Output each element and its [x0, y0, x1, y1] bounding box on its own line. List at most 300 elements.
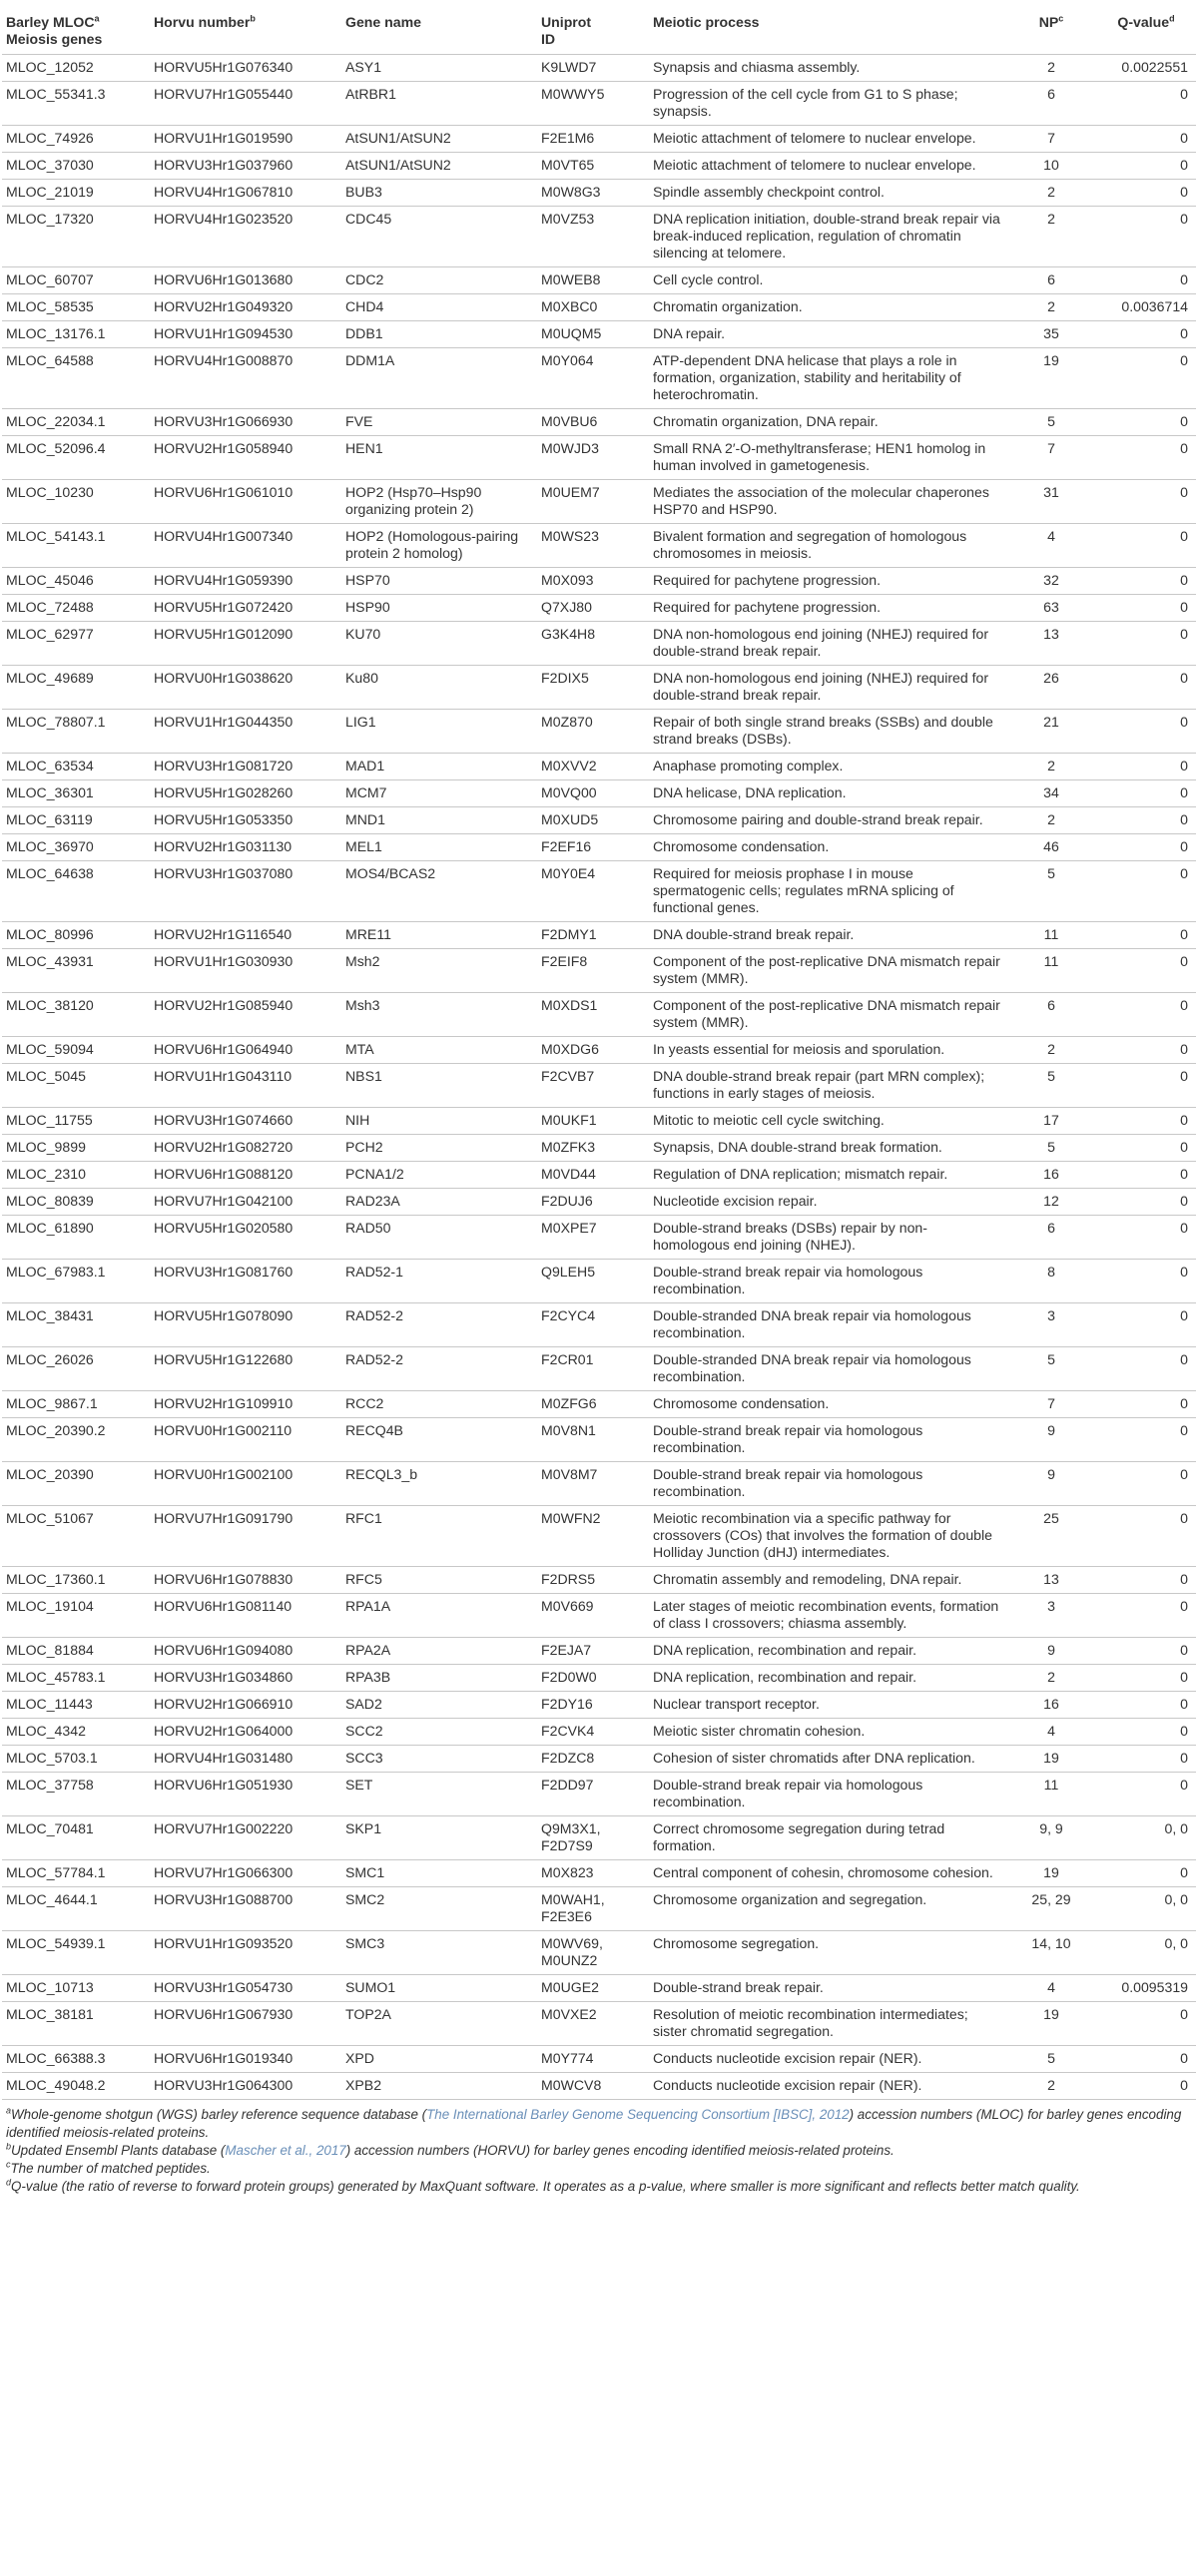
- cell-horvu-number: HORVU3Hr1G088700: [150, 1887, 341, 1931]
- cell-np: 3: [1006, 1594, 1096, 1638]
- cell-meiotic-process: Nuclear transport receptor.: [649, 1692, 1006, 1719]
- cell-meiotic-process: Component of the post-replicative DNA mismatch repair system (MMR).: [649, 949, 1006, 993]
- table-row: [2, 1887, 1196, 1931]
- cell-uniprot-id: M0XDS1: [537, 993, 649, 1037]
- cell-horvu-number: HORVU7Hr1G055440: [150, 82, 341, 126]
- cell-mloc: MLOC_55341.3: [2, 82, 150, 126]
- footnote-d: $^d$Q-value (the ratio of reverse to forward protein groups) generated by MaxQuant software. It operates as a p-value, where smaller is more significant and reflects better match quality.: [6, 2177, 1080, 2194]
- cell-np: 11: [1006, 922, 1096, 949]
- table-row: [2, 949, 1196, 993]
- cell-np: 31: [1006, 480, 1096, 524]
- cell-q-value: 0: [1096, 321, 1196, 348]
- cell-uniprot-id: F2CVK4: [537, 1719, 649, 1746]
- cell-horvu-number: HORVU1Hr1G093520: [150, 1931, 341, 1975]
- table-row: [2, 1037, 1196, 1064]
- cell-horvu-number: HORVU5Hr1G012090: [150, 622, 341, 666]
- cell-gene-name: AtRBR1: [341, 82, 537, 126]
- cell-gene-name: XPB2: [341, 2073, 537, 2100]
- cell-q-value: 0: [1096, 2046, 1196, 2073]
- table-row: [2, 1135, 1196, 1162]
- cell-uniprot-id: F2CR01: [537, 1347, 649, 1391]
- cell-np: 2: [1006, 180, 1096, 207]
- cell-horvu-number: HORVU1Hr1G043110: [150, 1064, 341, 1108]
- cell-gene-name: MOS4/BCAS2: [341, 861, 537, 922]
- cell-meiotic-process: Chromosome organization and segregation.: [649, 1887, 1006, 1931]
- cell-np: 7: [1006, 1391, 1096, 1418]
- cell-np: 2: [1006, 2073, 1096, 2100]
- cell-meiotic-process: Required for meiosis prophase I in mouse spermatogenic cells; regulates mRNA splicing of functional genes.: [649, 861, 1006, 922]
- cell-q-value: 0: [1096, 1260, 1196, 1303]
- cell-meiotic-process: Synapsis and chiasma assembly.: [649, 55, 1006, 82]
- cell-mloc: MLOC_45046: [2, 568, 150, 595]
- cell-np: 5: [1006, 409, 1096, 436]
- cell-meiotic-process: Required for pachytene progression.: [649, 568, 1006, 595]
- cell-gene-name: SET: [341, 1773, 537, 1816]
- table-row: [2, 1594, 1196, 1638]
- cell-mloc: MLOC_54143.1: [2, 524, 150, 568]
- cell-q-value: 0: [1096, 754, 1196, 780]
- cell-mloc: MLOC_78807.1: [2, 710, 150, 754]
- cell-q-value: 0: [1096, 710, 1196, 754]
- cell-meiotic-process: Double-strand break repair via homologous recombination.: [649, 1260, 1006, 1303]
- cell-q-value: 0: [1096, 1638, 1196, 1665]
- header-mloc: Barley MLOC$^a$ Meiosis genes: [2, 8, 150, 55]
- table-row: [2, 1719, 1196, 1746]
- cell-uniprot-id: F2CYC4: [537, 1303, 649, 1347]
- cell-q-value: 0: [1096, 1064, 1196, 1108]
- cell-uniprot-id: M0VQ00: [537, 780, 649, 807]
- cell-uniprot-id: M0X093: [537, 568, 649, 595]
- cell-uniprot-id: M0XBC0: [537, 294, 649, 321]
- cell-gene-name: PCNA1/2: [341, 1162, 537, 1189]
- cell-np: 63: [1006, 595, 1096, 622]
- cell-gene-name: HEN1: [341, 436, 537, 480]
- cell-uniprot-id: M0VXE2: [537, 2002, 649, 2046]
- cell-horvu-number: HORVU7Hr1G002220: [150, 1816, 341, 1860]
- cell-mloc: MLOC_57784.1: [2, 1860, 150, 1887]
- cell-np: 4: [1006, 524, 1096, 568]
- table-row: [2, 1303, 1196, 1347]
- cell-horvu-number: HORVU5Hr1G020580: [150, 1216, 341, 1260]
- meiosis-genes-table: [2, 8, 1196, 2100]
- cell-uniprot-id: G3K4H8: [537, 622, 649, 666]
- table-row: [2, 2002, 1196, 2046]
- cell-np: 2: [1006, 1037, 1096, 1064]
- cell-horvu-number: HORVU0Hr1G002100: [150, 1462, 341, 1506]
- cell-np: 19: [1006, 1746, 1096, 1773]
- cell-horvu-number: HORVU6Hr1G094080: [150, 1638, 341, 1665]
- table-row: [2, 436, 1196, 480]
- cell-uniprot-id: M0WS23: [537, 524, 649, 568]
- cell-gene-name: CHD4: [341, 294, 537, 321]
- cell-meiotic-process: Component of the post-replicative DNA mismatch repair system (MMR).: [649, 993, 1006, 1037]
- cell-uniprot-id: M0V8M7: [537, 1462, 649, 1506]
- table-row: [2, 922, 1196, 949]
- cell-meiotic-process: DNA replication initiation, double-strand break repair via break-induced replication, regulation of chromatin silencing at telomere.: [649, 207, 1006, 267]
- cell-gene-name: HSP90: [341, 595, 537, 622]
- cell-np: 2: [1006, 754, 1096, 780]
- cell-mloc: MLOC_11443: [2, 1692, 150, 1719]
- cell-uniprot-id: F2D0W0: [537, 1665, 649, 1692]
- cell-q-value: 0: [1096, 207, 1196, 267]
- cell-horvu-number: HORVU7Hr1G042100: [150, 1189, 341, 1216]
- cell-gene-name: HOP2 (Homologous-pairing protein 2 homolog): [341, 524, 537, 568]
- header-q-value: Q-value$^d$: [1096, 8, 1196, 55]
- cell-np: 14, 10: [1006, 1931, 1096, 1975]
- table-row: [2, 480, 1196, 524]
- cell-np: 5: [1006, 861, 1096, 922]
- cell-horvu-number: HORVU5Hr1G053350: [150, 807, 341, 834]
- cell-meiotic-process: Bivalent formation and segregation of homologous chromosomes in meiosis.: [649, 524, 1006, 568]
- cell-meiotic-process: Chromatin assembly and remodeling, DNA repair.: [649, 1567, 1006, 1594]
- cell-meiotic-process: Double-stranded DNA break repair via homologous recombination.: [649, 1303, 1006, 1347]
- cell-mloc: MLOC_5045: [2, 1064, 150, 1108]
- cell-q-value: 0: [1096, 834, 1196, 861]
- cell-np: 32: [1006, 568, 1096, 595]
- cell-uniprot-id: M0UKF1: [537, 1108, 649, 1135]
- cell-gene-name: RAD52-2: [341, 1347, 537, 1391]
- cell-np: 8: [1006, 1260, 1096, 1303]
- cell-mloc: MLOC_36301: [2, 780, 150, 807]
- cell-uniprot-id: M0XVV2: [537, 754, 649, 780]
- cell-gene-name: SUMO1: [341, 1975, 537, 2002]
- cell-meiotic-process: Cell cycle control.: [649, 267, 1006, 294]
- cell-mloc: MLOC_37758: [2, 1773, 150, 1816]
- cell-mloc: MLOC_51067: [2, 1506, 150, 1567]
- cell-np: 13: [1006, 622, 1096, 666]
- cell-horvu-number: HORVU5Hr1G076340: [150, 55, 341, 82]
- cell-meiotic-process: Conducts nucleotide excision repair (NER).: [649, 2073, 1006, 2100]
- cell-np: 25, 29: [1006, 1887, 1096, 1931]
- cell-uniprot-id: Q9LEH5: [537, 1260, 649, 1303]
- cell-mloc: MLOC_64638: [2, 861, 150, 922]
- footnote-c: $^c$The number of matched peptides.: [6, 2159, 211, 2176]
- cell-q-value: 0: [1096, 436, 1196, 480]
- cell-np: 6: [1006, 267, 1096, 294]
- cell-gene-name: CDC45: [341, 207, 537, 267]
- cell-gene-name: MAD1: [341, 754, 537, 780]
- cell-horvu-number: HORVU2Hr1G049320: [150, 294, 341, 321]
- cell-meiotic-process: Repair of both single strand breaks (SSBs) and double strand breaks (DSBs).: [649, 710, 1006, 754]
- cell-gene-name: RFC5: [341, 1567, 537, 1594]
- cell-gene-name: SCC2: [341, 1719, 537, 1746]
- header-horvu: Horvu number$^b$: [150, 8, 341, 55]
- cell-q-value: 0: [1096, 267, 1196, 294]
- table-row: [2, 267, 1196, 294]
- cell-mloc: MLOC_49689: [2, 666, 150, 710]
- cell-horvu-number: HORVU5Hr1G028260: [150, 780, 341, 807]
- cell-uniprot-id: M0WEB8: [537, 267, 649, 294]
- table-row: [2, 622, 1196, 666]
- cell-gene-name: SAD2: [341, 1692, 537, 1719]
- cell-meiotic-process: Chromosome condensation.: [649, 1391, 1006, 1418]
- cell-np: 2: [1006, 1665, 1096, 1692]
- cell-np: 9: [1006, 1462, 1096, 1506]
- footnote-b-reference[interactable]: Mascher et al., 2017: [225, 2143, 346, 2158]
- table-row: [2, 207, 1196, 267]
- footnote-a-reference[interactable]: The International Barley Genome Sequencing Consortium [IBSC], 2012: [426, 2107, 850, 2122]
- cell-gene-name: SMC2: [341, 1887, 537, 1931]
- cell-gene-name: RAD50: [341, 1216, 537, 1260]
- cell-horvu-number: HORVU2Hr1G066910: [150, 1692, 341, 1719]
- cell-q-value: 0: [1096, 1216, 1196, 1260]
- cell-gene-name: RECQ4B: [341, 1418, 537, 1462]
- cell-np: 9, 9: [1006, 1816, 1096, 1860]
- cell-q-value: 0: [1096, 1594, 1196, 1638]
- table-row: [2, 409, 1196, 436]
- cell-mloc: MLOC_10230: [2, 480, 150, 524]
- cell-np: 2: [1006, 294, 1096, 321]
- cell-meiotic-process: Synapsis, DNA double-strand break formation.: [649, 1135, 1006, 1162]
- table-row: [2, 754, 1196, 780]
- table-row: [2, 524, 1196, 568]
- cell-meiotic-process: Central component of cohesin, chromosome cohesion.: [649, 1860, 1006, 1887]
- cell-mloc: MLOC_54939.1: [2, 1931, 150, 1975]
- cell-uniprot-id: M0W8G3: [537, 180, 649, 207]
- cell-q-value: 0, 0: [1096, 1931, 1196, 1975]
- cell-mloc: MLOC_9867.1: [2, 1391, 150, 1418]
- cell-gene-name: AtSUN1/AtSUN2: [341, 153, 537, 180]
- cell-mloc: MLOC_74926: [2, 126, 150, 153]
- table-row: [2, 2073, 1196, 2100]
- cell-gene-name: HOP2 (Hsp70–Hsp90 organizing protein 2): [341, 480, 537, 524]
- cell-q-value: 0.0036714: [1096, 294, 1196, 321]
- cell-mloc: MLOC_38181: [2, 2002, 150, 2046]
- table-row: [2, 1462, 1196, 1506]
- cell-uniprot-id: M0VD44: [537, 1162, 649, 1189]
- table-row: [2, 2046, 1196, 2073]
- cell-horvu-number: HORVU3Hr1G034860: [150, 1665, 341, 1692]
- cell-mloc: MLOC_4342: [2, 1719, 150, 1746]
- cell-gene-name: MEL1: [341, 834, 537, 861]
- table-row: [2, 126, 1196, 153]
- cell-horvu-number: HORVU4Hr1G008870: [150, 348, 341, 409]
- footnote-a: $^a$Whole-genome shotgun (WGS) barley reference sequence database (The International Barley Genome Sequencing Consortium [IBSC], 2012) accession numbers (MLOC) for barley genes encoding identified meiosis-related proteins.: [6, 2105, 1182, 2140]
- table-row: [2, 1506, 1196, 1567]
- cell-meiotic-process: Spindle assembly checkpoint control.: [649, 180, 1006, 207]
- cell-uniprot-id: F2EIF8: [537, 949, 649, 993]
- cell-np: 19: [1006, 2002, 1096, 2046]
- cell-mloc: MLOC_36970: [2, 834, 150, 861]
- cell-uniprot-id: F2DIX5: [537, 666, 649, 710]
- cell-mloc: MLOC_70481: [2, 1816, 150, 1860]
- cell-np: 4: [1006, 1975, 1096, 2002]
- cell-meiotic-process: Resolution of meiotic recombination intermediates; sister chromatid segregation.: [649, 2002, 1006, 2046]
- cell-q-value: 0: [1096, 180, 1196, 207]
- cell-q-value: 0: [1096, 595, 1196, 622]
- cell-uniprot-id: M0XPE7: [537, 1216, 649, 1260]
- cell-horvu-number: HORVU3Hr1G054730: [150, 1975, 341, 2002]
- cell-uniprot-id: M0Y064: [537, 348, 649, 409]
- cell-gene-name: FVE: [341, 409, 537, 436]
- cell-uniprot-id: M0WFN2: [537, 1506, 649, 1567]
- cell-np: 2: [1006, 807, 1096, 834]
- cell-np: 9: [1006, 1638, 1096, 1665]
- cell-q-value: 0: [1096, 1162, 1196, 1189]
- cell-np: 2: [1006, 207, 1096, 267]
- cell-meiotic-process: Meiotic attachment of telomere to nuclear envelope.: [649, 153, 1006, 180]
- cell-meiotic-process: Correct chromosome segregation during tetrad formation.: [649, 1816, 1006, 1860]
- cell-q-value: 0: [1096, 1462, 1196, 1506]
- footnote-b: $^b$Updated Ensembl Plants database (Mascher et al., 2017) accession numbers (HORVU) for barley genes encoding identified meiosis-related proteins.: [6, 2141, 895, 2158]
- table-row: [2, 1665, 1196, 1692]
- cell-np: 19: [1006, 348, 1096, 409]
- cell-q-value: 0: [1096, 993, 1196, 1037]
- cell-meiotic-process: Nucleotide excision repair.: [649, 1189, 1006, 1216]
- cell-np: 6: [1006, 1216, 1096, 1260]
- cell-q-value: 0: [1096, 807, 1196, 834]
- header-gene-name: Gene name: [341, 8, 537, 55]
- cell-horvu-number: HORVU2Hr1G116540: [150, 922, 341, 949]
- cell-mloc: MLOC_66388.3: [2, 2046, 150, 2073]
- cell-horvu-number: HORVU7Hr1G091790: [150, 1506, 341, 1567]
- cell-gene-name: SMC1: [341, 1860, 537, 1887]
- cell-gene-name: NIH: [341, 1108, 537, 1135]
- cell-horvu-number: HORVU2Hr1G064000: [150, 1719, 341, 1746]
- cell-uniprot-id: M0XDG6: [537, 1037, 649, 1064]
- cell-horvu-number: HORVU6Hr1G061010: [150, 480, 341, 524]
- cell-mloc: MLOC_64588: [2, 348, 150, 409]
- cell-mloc: MLOC_17360.1: [2, 1567, 150, 1594]
- cell-uniprot-id: Q9M3X1, F2D7S9: [537, 1816, 649, 1860]
- cell-uniprot-id: M0ZFG6: [537, 1391, 649, 1418]
- table-footnotes: [2, 2099, 1196, 2196]
- cell-horvu-number: HORVU6Hr1G051930: [150, 1773, 341, 1816]
- cell-mloc: MLOC_38120: [2, 993, 150, 1037]
- cell-q-value: 0: [1096, 568, 1196, 595]
- cell-gene-name: RAD52-1: [341, 1260, 537, 1303]
- cell-np: 2: [1006, 55, 1096, 82]
- table-row: [2, 321, 1196, 348]
- cell-q-value: 0: [1096, 622, 1196, 666]
- cell-horvu-number: HORVU3Hr1G037960: [150, 153, 341, 180]
- cell-np: 16: [1006, 1162, 1096, 1189]
- cell-mloc: MLOC_37030: [2, 153, 150, 180]
- cell-meiotic-process: Mediates the association of the molecular chaperones HSP70 and HSP90.: [649, 480, 1006, 524]
- cell-meiotic-process: Chromosome pairing and double-strand break repair.: [649, 807, 1006, 834]
- cell-q-value: 0: [1096, 1189, 1196, 1216]
- cell-mloc: MLOC_43931: [2, 949, 150, 993]
- cell-mloc: MLOC_45783.1: [2, 1665, 150, 1692]
- cell-meiotic-process: DNA non-homologous end joining (NHEJ) required for double-strand break repair.: [649, 622, 1006, 666]
- cell-q-value: 0: [1096, 1665, 1196, 1692]
- cell-gene-name: RPA1A: [341, 1594, 537, 1638]
- cell-meiotic-process: DNA helicase, DNA replication.: [649, 780, 1006, 807]
- header-uniprot: Uniprot ID: [537, 8, 649, 55]
- cell-mloc: MLOC_80839: [2, 1189, 150, 1216]
- cell-mloc: MLOC_38431: [2, 1303, 150, 1347]
- cell-uniprot-id: M0Y0E4: [537, 861, 649, 922]
- cell-horvu-number: HORVU4Hr1G059390: [150, 568, 341, 595]
- cell-np: 11: [1006, 1773, 1096, 1816]
- cell-uniprot-id: F2DMY1: [537, 922, 649, 949]
- cell-horvu-number: HORVU1Hr1G094530: [150, 321, 341, 348]
- cell-q-value: 0: [1096, 2002, 1196, 2046]
- cell-mloc: MLOC_20390: [2, 1462, 150, 1506]
- cell-mloc: MLOC_80996: [2, 922, 150, 949]
- cell-np: 46: [1006, 834, 1096, 861]
- cell-mloc: MLOC_13176.1: [2, 321, 150, 348]
- cell-horvu-number: HORVU0Hr1G002110: [150, 1418, 341, 1462]
- header-meiotic-process: Meiotic process: [649, 8, 1006, 55]
- cell-meiotic-process: Small RNA 2′-O-methyltransferase; HEN1 homolog in human involved in gametogenesis.: [649, 436, 1006, 480]
- table-row: [2, 807, 1196, 834]
- cell-mloc: MLOC_21019: [2, 180, 150, 207]
- cell-meiotic-process: Progression of the cell cycle from G1 to S phase; synapsis.: [649, 82, 1006, 126]
- cell-mloc: MLOC_60707: [2, 267, 150, 294]
- cell-meiotic-process: DNA replication, recombination and repair.: [649, 1665, 1006, 1692]
- cell-uniprot-id: M0WJD3: [537, 436, 649, 480]
- cell-gene-name: RECQL3_b: [341, 1462, 537, 1506]
- cell-q-value: 0: [1096, 480, 1196, 524]
- table-row: [2, 568, 1196, 595]
- cell-mloc: MLOC_10713: [2, 1975, 150, 2002]
- table-row: [2, 1260, 1196, 1303]
- cell-q-value: 0, 0: [1096, 1816, 1196, 1860]
- cell-horvu-number: HORVU6Hr1G019340: [150, 2046, 341, 2073]
- cell-horvu-number: HORVU3Hr1G081760: [150, 1260, 341, 1303]
- cell-horvu-number: HORVU2Hr1G082720: [150, 1135, 341, 1162]
- cell-q-value: 0.0095319: [1096, 1975, 1196, 2002]
- cell-q-value: 0: [1096, 949, 1196, 993]
- cell-uniprot-id: M0V8N1: [537, 1418, 649, 1462]
- cell-np: 35: [1006, 321, 1096, 348]
- table-row: [2, 294, 1196, 321]
- cell-q-value: 0, 0: [1096, 1887, 1196, 1931]
- table-row: [2, 348, 1196, 409]
- cell-gene-name: DDM1A: [341, 348, 537, 409]
- table-row: [2, 1931, 1196, 1975]
- table-row: [2, 1692, 1196, 1719]
- cell-uniprot-id: F2EF16: [537, 834, 649, 861]
- cell-horvu-number: HORVU1Hr1G019590: [150, 126, 341, 153]
- cell-q-value: 0: [1096, 1860, 1196, 1887]
- table-row: [2, 1418, 1196, 1462]
- cell-np: 34: [1006, 780, 1096, 807]
- cell-horvu-number: HORVU3Hr1G081720: [150, 754, 341, 780]
- table-row: [2, 1746, 1196, 1773]
- cell-uniprot-id: M0Y774: [537, 2046, 649, 2073]
- cell-np: 19: [1006, 1860, 1096, 1887]
- table-row: [2, 153, 1196, 180]
- cell-uniprot-id: M0X823: [537, 1860, 649, 1887]
- cell-meiotic-process: Anaphase promoting complex.: [649, 754, 1006, 780]
- cell-gene-name: MTA: [341, 1037, 537, 1064]
- cell-gene-name: RFC1: [341, 1506, 537, 1567]
- cell-gene-name: MCM7: [341, 780, 537, 807]
- cell-horvu-number: HORVU4Hr1G067810: [150, 180, 341, 207]
- cell-mloc: MLOC_22034.1: [2, 409, 150, 436]
- cell-meiotic-process: Meiotic attachment of telomere to nuclear envelope.: [649, 126, 1006, 153]
- cell-uniprot-id: M0UQM5: [537, 321, 649, 348]
- table-row: [2, 55, 1196, 82]
- table-row: [2, 1567, 1196, 1594]
- table-row: [2, 1391, 1196, 1418]
- table-header: [2, 8, 1196, 55]
- cell-gene-name: RPA2A: [341, 1638, 537, 1665]
- cell-horvu-number: HORVU5Hr1G078090: [150, 1303, 341, 1347]
- table-row: [2, 1975, 1196, 2002]
- cell-meiotic-process: Double-strand break repair.: [649, 1975, 1006, 2002]
- cell-q-value: 0: [1096, 153, 1196, 180]
- cell-np: 5: [1006, 2046, 1096, 2073]
- cell-meiotic-process: Conducts nucleotide excision repair (NER).: [649, 2046, 1006, 2073]
- table-row: [2, 710, 1196, 754]
- cell-gene-name: RCC2: [341, 1391, 537, 1418]
- cell-q-value: 0: [1096, 1135, 1196, 1162]
- cell-meiotic-process: DNA double-strand break repair (part MRN complex); functions in early stages of meiosis.: [649, 1064, 1006, 1108]
- table-row: [2, 993, 1196, 1037]
